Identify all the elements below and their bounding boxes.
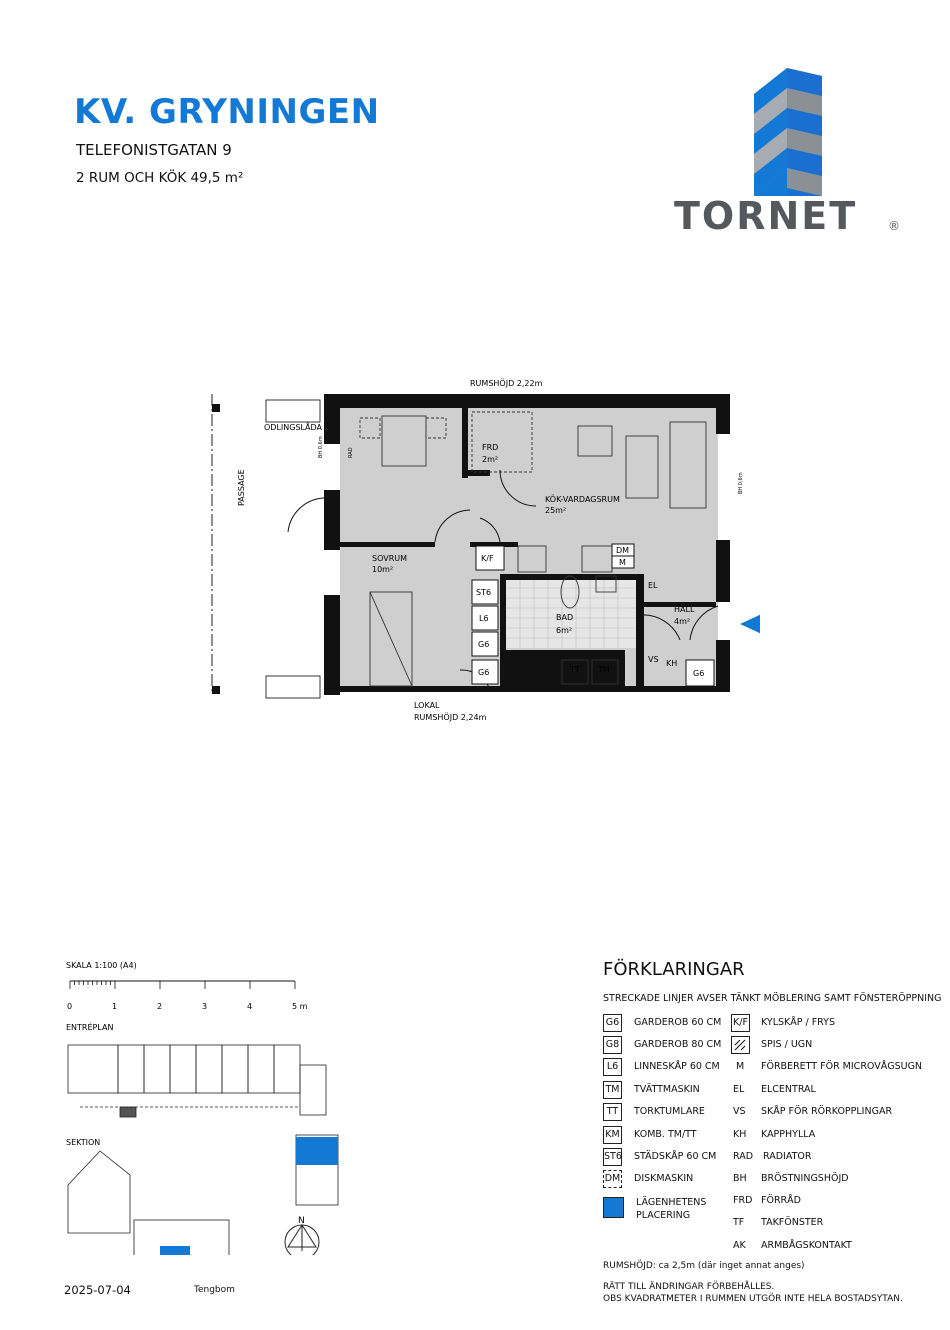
note-area: OBS KVADRATMETER I RUMMEN UTGÖR INTE HELA BOSTADSYTAN.	[603, 1294, 903, 1304]
north-arrow-icon	[285, 1225, 319, 1255]
lokal-label: LOKAL	[414, 701, 440, 710]
fixture-kf: K/F	[481, 554, 494, 563]
legend-code: ST6	[603, 1148, 622, 1166]
placement-color-swatch	[603, 1197, 624, 1218]
legend-text: STÄDSKÅP 60 CM	[634, 1151, 717, 1162]
legend-text: SPIS / UGN	[761, 1039, 813, 1050]
tower-graphic	[754, 68, 822, 196]
legend-code: G6	[603, 1014, 622, 1032]
legend-text: FÖRBERETT FÖR MICROVÅGSUGN	[761, 1061, 923, 1072]
fixture-m: M	[619, 558, 626, 567]
legend-code: KM	[603, 1126, 622, 1144]
odlingslada-label: ODLINGSLÅDA	[264, 423, 322, 432]
sovrum-area: 10m²	[372, 565, 394, 574]
scale-tick-5: 5 m	[292, 1002, 308, 1011]
legend-code: RAD	[733, 1151, 754, 1162]
sektion-label: SEKTION	[66, 1138, 101, 1147]
fixture-bh-left: BH 0,6m	[318, 436, 324, 458]
legend-text: TORKTUMLARE	[634, 1106, 705, 1117]
floor-plan	[200, 370, 760, 734]
legend-text: ELCENTRAL	[761, 1084, 816, 1095]
legend-text: KYLSKÅP / FRYS	[761, 1017, 836, 1028]
sovrum-label: SOVRUM	[372, 554, 408, 563]
north-label: N	[298, 1216, 305, 1226]
note-rumshojd: RUMSHÖJD: ca 2,5m (där inget annat anges)	[603, 1261, 805, 1271]
legend-text: BRÖSTNINGSHÖJD	[761, 1173, 849, 1184]
scale-ruler-ticks	[70, 981, 295, 989]
legend-text: LÄGENHETENS	[636, 1197, 707, 1208]
notes	[603, 1260, 903, 1305]
bad-label: BAD	[556, 613, 574, 622]
fixture-st6: ST6	[476, 588, 492, 597]
passage-label: PASSAGE	[237, 469, 246, 506]
project-title: KV. GRYNINGEN	[74, 92, 380, 132]
legend-code: AK	[733, 1240, 746, 1251]
legend-text: DISKMASKIN	[634, 1173, 694, 1184]
scale-tick-2: 2	[157, 1002, 163, 1011]
registered-mark: ®	[888, 219, 900, 233]
scale-and-keyplans	[60, 955, 360, 1259]
tornet-logo	[672, 66, 912, 240]
fixture-g6-b: G6	[478, 668, 490, 677]
note-changes: RÄTT TILL ÄNDRINGAR FÖRBEHÅLLES.	[603, 1282, 775, 1292]
ceiling-height-top: RUMSHÖJD 2,22m	[470, 379, 543, 388]
legend-text: TVÄTTMASKIN	[634, 1084, 700, 1095]
legend-text: LINNESKÅP 60 CM	[634, 1061, 720, 1072]
kok-area: 25m²	[545, 506, 567, 515]
fixture-dm: DM	[616, 546, 630, 555]
apartment-placement-plan	[160, 1246, 190, 1255]
entreplan-label: ENTRÉPLAN	[66, 1023, 114, 1032]
apartment-size: 2 RUM OCH KÖK 49,5 m²	[76, 170, 244, 186]
frd-label: FRD	[482, 443, 499, 452]
fixture-bh-right: BH 0,6m	[738, 472, 744, 494]
legend-text: PLACERING	[636, 1210, 691, 1221]
apartment-placement-section	[296, 1137, 338, 1165]
fixture-g6-a: G6	[478, 640, 490, 649]
legend-text: ARMBÅGSKONTAKT	[761, 1240, 852, 1251]
legend-text: RADIATOR	[763, 1151, 812, 1162]
document-date: 2025-07-04	[64, 1283, 131, 1297]
legend-text: SKÅP FÖR RÖRKOPPLINGAR	[761, 1106, 893, 1117]
legend-text: KOMB. TM/TT	[634, 1129, 697, 1140]
stove-icon	[731, 1036, 750, 1054]
legend-text: FÖRRÅD	[761, 1195, 801, 1206]
legend-code: L6	[603, 1058, 622, 1076]
legend-code: TM	[603, 1081, 622, 1099]
legend-code: TF	[733, 1217, 745, 1228]
hall-label: HALL	[674, 605, 695, 614]
legend-code: TT	[603, 1103, 622, 1121]
legend-code: BH	[733, 1173, 747, 1184]
legend-code: G8	[603, 1036, 622, 1054]
legend-code: EL	[733, 1084, 745, 1095]
legend-text: GARDEROB 60 CM	[634, 1017, 722, 1028]
logo-wordmark: TORNET	[674, 194, 858, 236]
legend-subtitle: STRECKADE LINJER AVSER TÄNKT MÖBLERING SAMT FÖNSTERÖPPNING	[603, 993, 942, 1004]
legend-text: GARDEROB 80 CM	[634, 1039, 722, 1050]
fixture-vs: VS	[648, 655, 659, 664]
fixture-l6: L6	[479, 614, 489, 623]
legend-code: FRD	[733, 1195, 753, 1206]
entreplan-keyplan	[68, 1045, 326, 1117]
fixture-el: EL	[648, 581, 658, 590]
bad-area: 6m²	[556, 626, 573, 635]
scale-tick-1: 1	[112, 1002, 118, 1011]
scale-tick-0: 0	[67, 1002, 73, 1011]
ceiling-height-bottom: RUMSHÖJD 2,24m	[414, 713, 487, 722]
legend-code: DM	[603, 1170, 622, 1188]
legend-code: VS	[733, 1106, 746, 1117]
legend-code: M	[736, 1061, 745, 1072]
legend-title: FÖRKLARINGAR	[603, 959, 745, 980]
fixture-tm: TM	[598, 665, 610, 674]
fixture-kh: KH	[666, 659, 678, 668]
entrance-arrow	[740, 612, 760, 636]
fixture-g6-c: G6	[693, 669, 705, 678]
address: TELEFONISTGATAN 9	[76, 141, 232, 159]
architect-name: Tengbom	[194, 1285, 235, 1295]
scale-tick-4: 4	[247, 1002, 253, 1011]
legend-code: K/F	[731, 1014, 750, 1032]
scale-tick-3: 3	[202, 1002, 208, 1011]
legend-code: KH	[733, 1129, 747, 1140]
fixture-rad-left: RAD	[348, 447, 354, 458]
scale-label: SKALA 1:100 (A4)	[66, 961, 137, 970]
hall-area: 4m²	[674, 617, 691, 626]
legend-text: KAPPHYLLA	[761, 1129, 816, 1140]
frd-area: 2m²	[482, 455, 499, 464]
kok-label: KÖK-VARDAGSRUM	[545, 495, 620, 504]
fixture-tt: TT	[570, 665, 580, 674]
legend-text: TAKFÖNSTER	[761, 1217, 824, 1228]
